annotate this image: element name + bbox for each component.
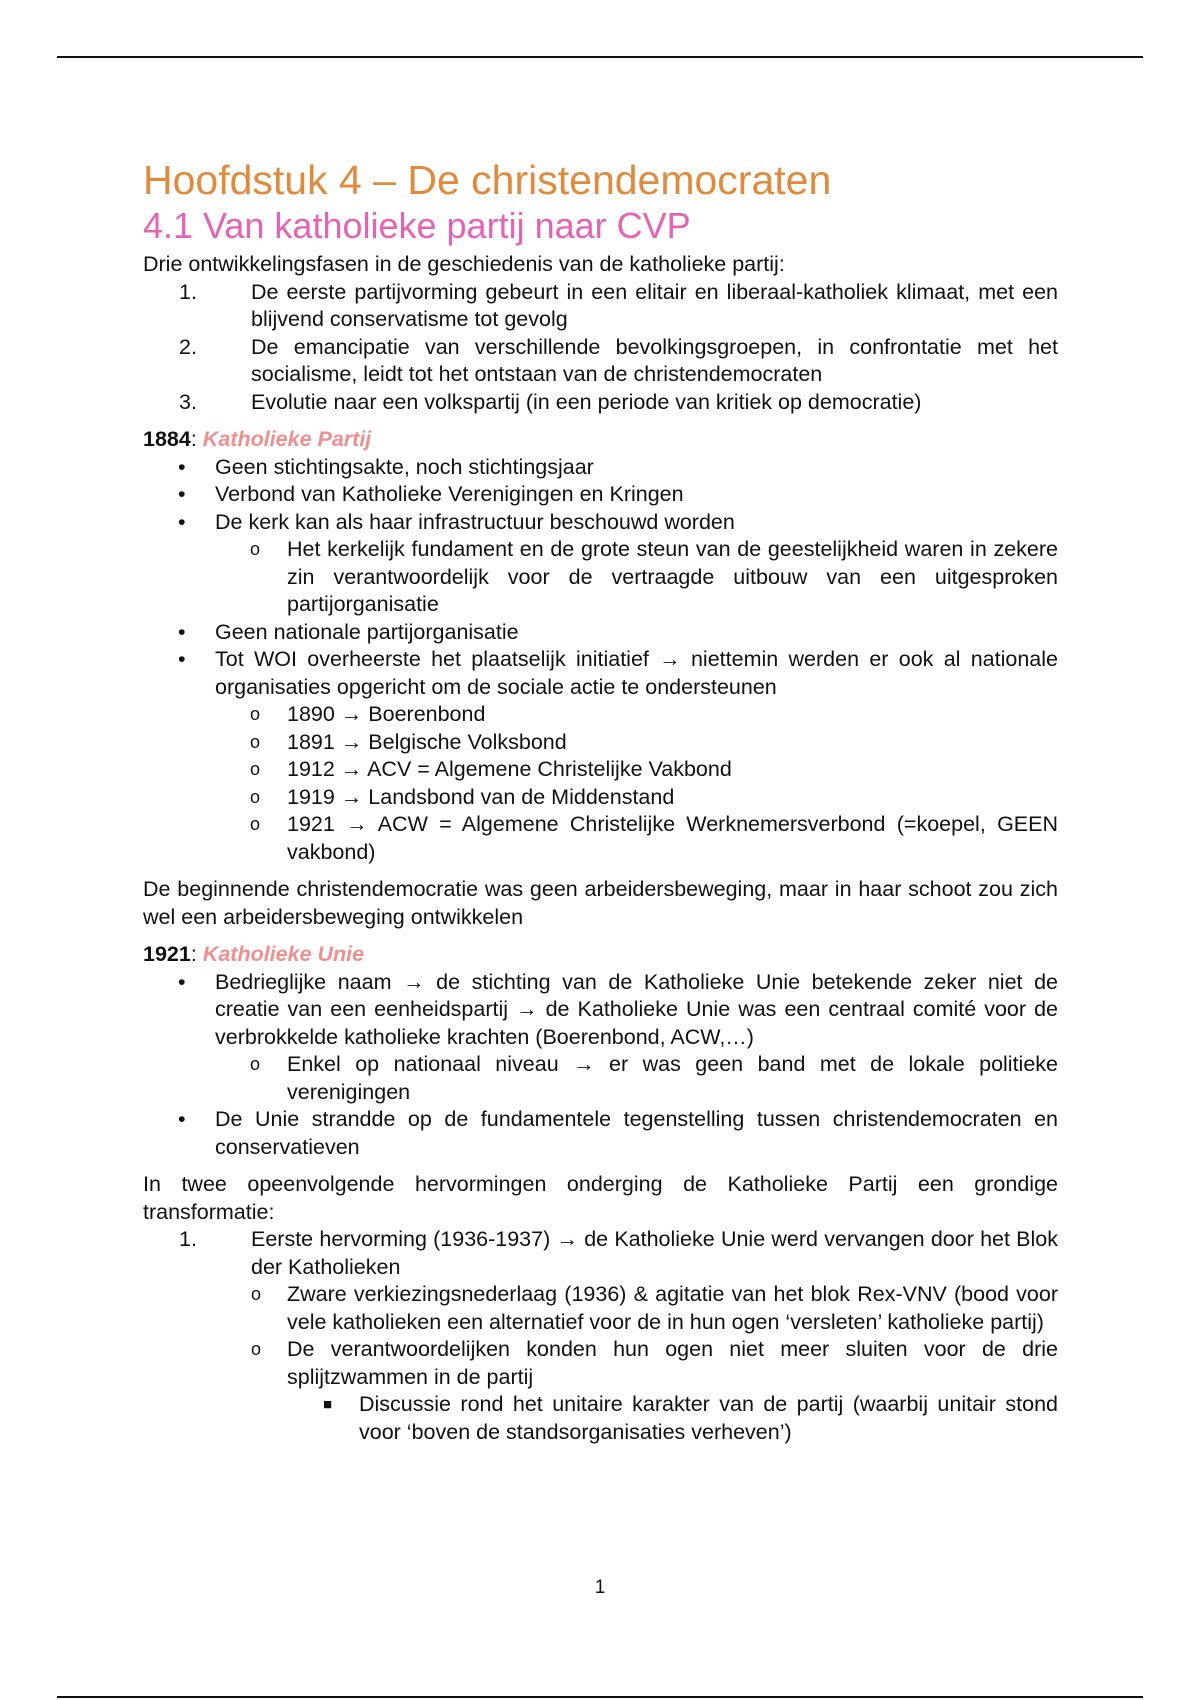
- reform-sub-sub-bullets: [287, 1391, 1058, 1446]
- list-item: o De verantwoordelijken konden hun ogen niet meer sluiten voor de drie splijtzwammen in de partij ■ Discussie rond het unitaire karakter van de partij (waarbij unitair stond voor ‘boven de standsorganisaties verheven’): [251, 1336, 1058, 1446]
- list-item: • Geen nationale partijorganisatie: [143, 619, 1058, 647]
- list-number: 2.: [179, 334, 197, 359]
- circle-bullet-icon: o: [250, 786, 261, 807]
- list-item: o Zware verkiezingsnederlaag (1936) & agitatie van het blok Rex-VNV (bood voor vele katholieken een alternatief voor de in hun ogen ‘versleten’ katholieke partij): [251, 1282, 1058, 1334]
- bullet-icon: •: [178, 647, 186, 671]
- heading-1921: 1921: Katholieke Unie: [143, 942, 365, 966]
- document-body: [143, 156, 1058, 1446]
- list-item: o 1890 → Boerenbond: [143, 701, 1058, 729]
- bullets-1884: [143, 454, 1058, 537]
- top-rule: [57, 56, 1143, 58]
- square-bullet-icon: ■: [323, 1396, 333, 1413]
- page-number: 1: [594, 1577, 606, 1598]
- list-item: • Bedrieglijke naam → de stichting van de Katholieke Unie betekende zeker niet de creatie van een eenheidspartij → de Katholieke Unie was een centraal comité voor de verbrokkelde katholieke krachten (Boerenbond, ACW,…): [178, 969, 1058, 1049]
- bullet-icon: •: [178, 1107, 186, 1131]
- bottom-rule: [57, 1696, 1143, 1698]
- circle-bullet-icon: o: [250, 814, 261, 834]
- heading-1884: 1884: Katholieke Partij: [143, 427, 372, 451]
- list-number: 1.: [179, 279, 197, 304]
- list-item: o 1912 → ACV = Algemene Christelijke Vakbond: [143, 756, 1058, 784]
- phases-list: [143, 279, 1058, 417]
- bullets-1884-cont: [143, 619, 1058, 702]
- paragraph-beginning: De beginnende christendemocratie was geen arbeidersbeweging, maar in haar schoot zou zich wel een arbeidersbeweging ontwikkelen: [143, 877, 1058, 929]
- list-item: 1. De eerste partijvorming gebeurt in een elitair en liberaal-katholiek klimaat, met een blijvend conservatisme tot gevolg: [179, 279, 1058, 331]
- list-item: 1. Eerste hervorming (1936-1937) → de Katholieke Unie werd vervangen door het Blok der Katholieken o Zware verkiezingsnederlaag (1936) & agitatie van het blok Rex-VNV (bood voor vele katholieken een alternatief voor de in hun ogen ‘versleten’ katholieke partij) o De verantwoordelijken konden hun ogen niet meer sluiten voor de drie splijtzwammen in de partij ■ Discussie rond het unitaire karakter van de partij (waarbij unitair stond voor ‘boven de standsorganisaties verheven’): [143, 1226, 1058, 1446]
- list-item: ■ Discussie rond het unitaire karakter van de partij (waarbij unitair stond voor ‘boven de standsorganisaties verheven’): [323, 1392, 1058, 1444]
- intro-text: Drie ontwikkelingsfasen in de geschiedenis van de katholieke partij:: [143, 252, 785, 276]
- list-item: • Tot WOI overheerste het plaatselijk initiatief → niettemin werden er ook al nationale organisaties opgericht om de sociale actie te ondersteunen: [178, 647, 1058, 699]
- sub-bullets-church: [143, 536, 1058, 619]
- bullet-icon: •: [178, 509, 186, 534]
- bullet-icon: •: [178, 969, 186, 994]
- section-title: 4.1 Van katholieke partij naar CVP: [143, 205, 691, 246]
- bullets-1921-cont: [143, 1106, 1058, 1161]
- list-item: 3. Evolutie naar een volkspartij (in een periode van kritiek op democratie): [143, 389, 1058, 417]
- list-item: o 1919 → Landsbond van de Middenstand: [143, 784, 1058, 812]
- bullets-1921: [143, 969, 1058, 1052]
- paragraph-reforms: In twee opeenvolgende hervormingen onderging de Katholieke Partij een grondige transformatie:: [143, 1172, 1058, 1224]
- list-number: 1.: [179, 1227, 197, 1251]
- list-item: • De kerk kan als haar infrastructuur beschouwd worden: [143, 509, 1058, 537]
- list-item: 2. De emancipatie van verschillende bevolkingsgroepen, in confrontatie met het socialisme, leidt tot het ontstaan van de christendemocraten: [179, 334, 1058, 386]
- circle-bullet-icon: o: [251, 1284, 262, 1304]
- list-item: o 1891 → Belgische Volksbond: [143, 729, 1058, 757]
- reforms-list: [143, 1226, 1058, 1446]
- party-name: Katholieke Unie: [202, 942, 365, 966]
- list-item: o Het kerkelijk fundament en de grote steun van de geestelijkheid waren in zekere zin verantwoordelijk voor de vertraagde uitbouw van een uitgesproken partijorganisatie: [250, 537, 1058, 616]
- list-item: • Geen stichtingsakte, noch stichtingsjaar: [143, 454, 1058, 482]
- bullet-icon: •: [178, 619, 186, 644]
- organisations-list: [143, 701, 1058, 866]
- circle-bullet-icon: o: [250, 704, 261, 724]
- circle-bullet-icon: o: [250, 759, 261, 779]
- bullet-icon: •: [178, 482, 186, 506]
- party-name: Katholieke Partij: [202, 427, 372, 451]
- bullet-icon: •: [178, 454, 186, 479]
- list-item: • De Unie strandde op de fundamentele tegenstelling tussen christendemocraten en conservatieven: [178, 1107, 1058, 1159]
- list-item: o Enkel op nationaal niveau → er was geen band met de lokale politieke verenigingen: [250, 1052, 1058, 1104]
- circle-bullet-icon: o: [251, 1339, 262, 1359]
- chapter-title: Hoofdstuk 4 – De christendemocraten: [143, 157, 832, 203]
- circle-bullet-icon: o: [250, 539, 261, 559]
- list-item: o 1921 → ACW = Algemene Christelijke Werknemersverbond (=koepel, GEEN vakbond): [250, 812, 1058, 864]
- sub-bullets-1921: [143, 1051, 1058, 1106]
- circle-bullet-icon: o: [250, 1054, 261, 1074]
- circle-bullet-icon: o: [250, 731, 261, 752]
- reform-sub-bullets: [251, 1281, 1058, 1446]
- list-item: • Verbond van Katholieke Verenigingen en Kringen: [143, 481, 1058, 509]
- list-number: 3.: [179, 389, 197, 414]
